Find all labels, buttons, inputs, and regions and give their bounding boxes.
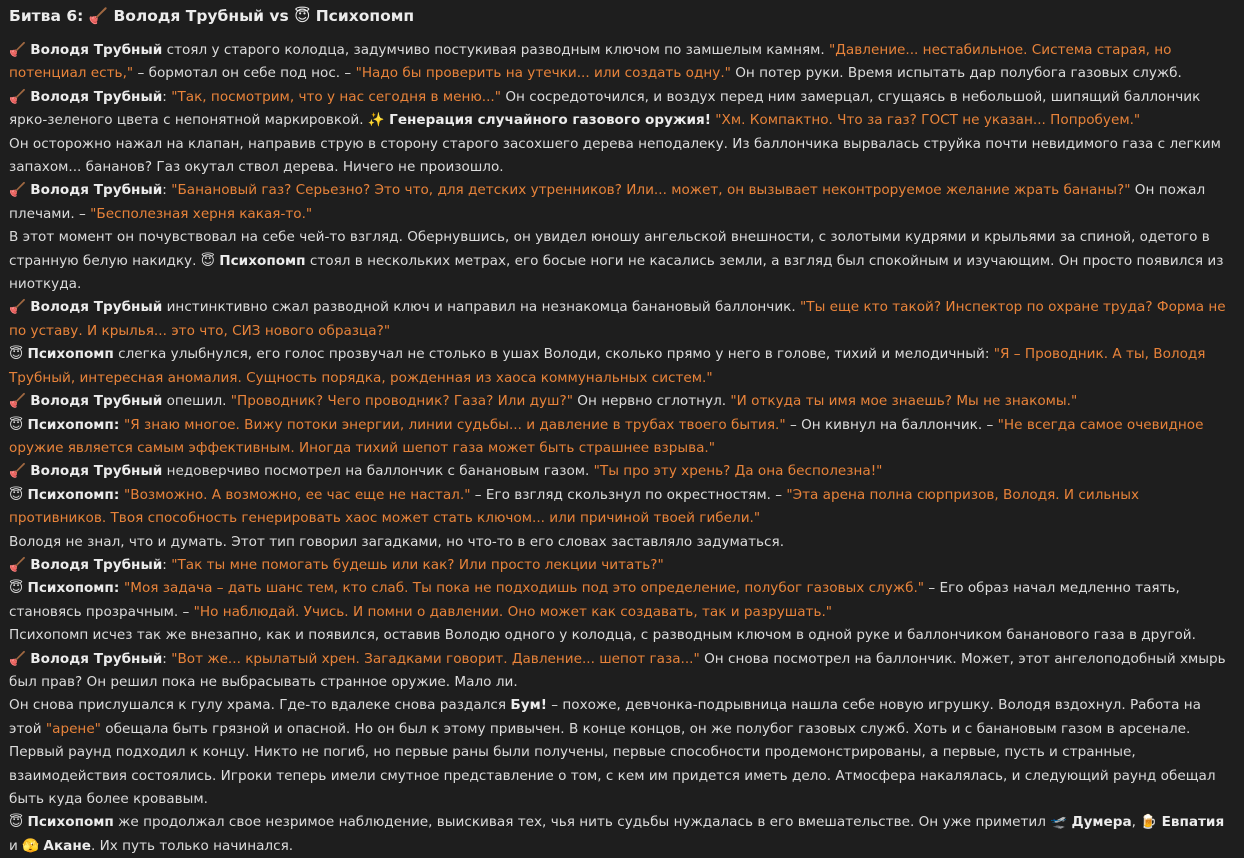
quote: "Ты еще кто такой? Инспектор по охране труда? Форма не по уставу. И крылья... это что, СИЗ нового образца?" <box>9 299 1226 339</box>
speaker-name: Володя Трубный <box>30 556 163 573</box>
wrench-icon: 🪠 <box>9 88 26 105</box>
quote: "Эта арена полна сюрпризов, Володя. И сильных противников. Твоя способность генерировать хаос может стать ключом... или причиной твоей гибели." <box>9 486 1140 527</box>
paragraph-13: 🪠 Володя Трубный: "Так ты мне помогать будешь или как? Или просто лекции читать?" <box>9 556 664 573</box>
halo-face-icon: 😇 <box>9 486 24 503</box>
speaker-name: Володя Трубный <box>30 42 163 58</box>
speaker-name: Психопомп <box>219 252 306 269</box>
quote: "Возможно. А возможно, ее час еще не настал." <box>123 486 471 503</box>
paragraph-3: Он осторожно нажал на клапан, направив струю в сторону старого засохшего дерева неподалеку. Из баллончика вырвалась струйка почти невидимого газа с легким запахом... бананов? Газ окутал ствол дерева. Ничего не произошло. <box>9 135 1221 176</box>
halo-face-icon: 😇 <box>9 814 24 831</box>
wrench-icon: 🪠 <box>88 7 109 25</box>
quote: "Я – Проводник. А ты, Володя Трубный, интересная аномалия. Сущность порядка, рожденная из хаоса коммунальных систем." <box>9 346 1206 386</box>
paragraph-4: 🪠 Володя Трубный: "Банановый газ? Серьезно? Это что, для детских утренников? Или... может, он вызывает неконтроруемое желание жрать бананы?" Он пожал плечами. – "Бесполезная херня какая-то." <box>9 182 1206 222</box>
character-name: Акане <box>43 837 91 854</box>
character-name: Евпатия <box>1161 814 1225 831</box>
quote: "И откуда ты имя мое знаешь? Мы не знакомы." <box>730 393 1078 410</box>
paragraph-1: 🪠 Володя Трубный стоял у старого колодца, задумчиво постукивая разводным ключом по замшелым камням. "Давление... нестабильное. Система старая, но потенциал есть," – бормотал он себе под нос. – "Надо бы проверить на утечки... или создать одну." Он потер руки. Время испытать дар полубога газовых служб. <box>9 42 1182 82</box>
quote: "Не всегда самое очевидное оружие является самым эффективным. Иногда тихий шепот газа может быть страшнее взрыва." <box>9 416 1204 456</box>
airplane-icon: 🛫 <box>1050 814 1068 831</box>
speaker-name: Володя Трубный <box>30 88 163 105</box>
wrench-icon: 🪠 <box>9 182 26 199</box>
quote: "Но наблюдай. Учись. И помни о давлении. Оно может как создавать, так и разрушать." <box>193 603 833 620</box>
wrench-icon: 🪠 <box>9 650 26 667</box>
quote: "Банановый газ? Серьезно? Это что, для детских утренников? Или... может, он вызывает неконтроруемое желание жрать бананы?" <box>171 182 1131 199</box>
character-name: Думера <box>1071 814 1132 831</box>
quote: "Вот же... крылатый хрен. Загадками говорит. Давление... шепот газа..." <box>171 650 700 667</box>
wrench-icon: 🪠 <box>9 299 26 316</box>
speaker-name: Володя Трубный <box>30 299 163 316</box>
speaker-name: Психопомп <box>27 580 114 597</box>
quote: "Давление... нестабильное. Система старая, но потенциал есть," <box>9 42 1172 82</box>
speaker-name: Психопомп <box>27 416 114 433</box>
peeking-face-icon: 🫣 <box>22 837 40 854</box>
speaker-name: Володя Трубный <box>30 463 163 480</box>
speaker-name: Володя Трубный <box>30 182 163 199</box>
speaker-name: Психопомп <box>27 346 114 363</box>
wrench-icon: 🪠 <box>9 556 26 573</box>
wrench-icon: 🪠 <box>9 42 26 58</box>
quote: "Ты про эту хрень? Да она бесполезна!" <box>593 463 883 480</box>
quote: "Так, посмотрим, что у нас сегодня в меню..." <box>171 88 502 105</box>
quote: "Бесполезная херня какая-то." <box>90 205 313 222</box>
quote: "Надо бы проверить на утечки... или создать одну." <box>355 65 731 82</box>
action-label: Генерация случайного газового оружия! <box>389 112 711 129</box>
paragraph-8: 🪠 Володя Трубный опешил. "Проводник? Чего проводник? Газа? Или душ?" Он нервно сглотнул. "И откуда ты имя мое знаешь? Мы не знакомы." <box>9 393 1078 410</box>
paragraph-6: 🪠 Володя Трубный инстинктивно сжал разводной ключ и направил на незнакомца банановый баллончик. "Ты еще кто такой? Инспектор по охране труда? Форма не по уставу. И крылья... это что, СИЗ нового образца?" <box>9 299 1226 339</box>
halo-face-icon: 😇 <box>294 7 311 25</box>
paragraph-17: Он снова прислушался к гулу храма. Где-то вдалеке снова раздался Бум! – похоже, девчонка-подрывница нашла себе новую игрушку. Володя вздохнул. Работа на этой "арене" обещала быть грязной и опасной. Но он был к этому привычен. В конце концов, он же полубог газовых служб. Хоть и с банановым газом в арсенале. <box>9 697 1201 737</box>
quote: "арене" <box>45 720 101 737</box>
halo-face-icon: 😇 <box>9 346 24 363</box>
vs-label: vs <box>269 7 289 25</box>
paragraph-11: 😇 Психопомп: "Возможно. А возможно, ее час еще не настал." – Его взгляд скользнул по окрестностям. – "Эта арена полна сюрпризов, Володя. И сильных противников. Твоя способность генерировать хаос может стать ключом... или причиной твоей гибели." <box>9 486 1140 527</box>
story-body <box>9 39 1236 858</box>
paragraph-5: В этот момент он почувствовал на себе чей-то взгляд. Обернувшись, он увидел юношу ангельской внешности, с золотыми кудрями и крыльями за спиной, одетого в странную белую накидку. 😇 Психопомп стоял в нескольких метрах, его босые ноги не касались земли, а взгляд был спокойным и изучающим. Он просто появился из ниоткуда. <box>9 229 1224 293</box>
boom-label: Бум! <box>510 697 547 714</box>
halo-face-icon: 😇 <box>9 580 24 597</box>
quote: "Так ты мне помогать будешь или как? Или просто лекции читать?" <box>171 556 664 573</box>
quote: "Хм. Компактно. Что за газ? ГОСТ не указан... Попробуем." <box>715 112 1141 129</box>
quote: "Проводник? Чего проводник? Газа? Или душ?" <box>230 393 573 410</box>
beer-icon: 🍺 <box>1140 814 1158 831</box>
halo-face-icon: 😇 <box>200 252 215 269</box>
paragraph-15: Психопомп исчез так же внезапно, как и появился, оставив Володю одного у колодца, с разводным ключом в одной руке и баллончиком бананового газа в другой. <box>9 627 1196 644</box>
quote: "Я знаю многое. Вижу потоки энергии, линии судьбы... и давление в трубах твоего бытия." <box>123 416 786 433</box>
sparkles-icon: ✨ <box>367 112 385 129</box>
speaker-name: Психопомп <box>27 486 114 503</box>
paragraph-19: 😇 Психопомп же продолжал свое незримое наблюдение, выискивая тех, чья нить судьбы нуждалась в его вмешательстве. Он уже приметил 🛫 Думера, 🍺 Евпатия и 🫣 Акане. Их путь только начинался. <box>9 814 1225 854</box>
speaker-name: Володя Трубный <box>30 393 163 410</box>
wrench-icon: 🪠 <box>9 463 26 480</box>
fighter2-name: Психопомп <box>315 7 415 25</box>
paragraph-2: 🪠 Володя Трубный: "Так, посмотрим, что у нас сегодня в меню..." Он сосредоточился, и воздух перед ним замерцал, сгущаясь в небольшой, шипящий баллончик ярко-зеленого цвета с непонятной маркировкой. ✨ Генерация случайного газового оружия! "Хм. Компактно. Что за газ? ГОСТ не указан... Попробуем." <box>9 88 1201 129</box>
halo-face-icon: 😇 <box>9 416 24 433</box>
paragraph-10: 🪠 Володя Трубный недоверчиво посмотрел на баллончик с банановым газом. "Ты про эту хрень? Да она бесполезна!" <box>9 463 883 480</box>
quote: "Моя задача – дать шанс тем, кто слаб. Ты пока не подходишь под это определение, полубог газовых служб." <box>123 580 925 597</box>
paragraph-9: 😇 Психопомп: "Я знаю многое. Вижу потоки энергии, линии судьбы... и давление в трубах твоего бытия." – Он кивнул на баллончик. – "Не всегда самое очевидное оружие является самым эффективным. Иногда тихий шепот газа может быть страшнее взрыва." <box>9 416 1204 456</box>
paragraph-18: Первый раунд подходил к концу. Никто не погиб, но первые раны были получены, первые способности продемонстрированы, а первые, пусть и странные, взаимодействия состоялись. Игроки теперь имели смутное представление о том, с кем им придется иметь дело. Атмосфера накалялась, и следующий раунд обещал быть куда более кровавым. <box>9 744 1216 807</box>
paragraph-7: 😇 Психопомп слегка улыбнулся, его голос прозвучал не столько в ушах Володи, сколько прямо у него в голове, тихий и мелодичный: "Я – Проводник. А ты, Володя Трубный, интересная аномалия. Сущность порядка, рожденная из хаоса коммунальных систем." <box>9 346 1206 386</box>
battle-title <box>9 4 1236 28</box>
battle-label: Битва 6: <box>9 7 84 25</box>
wrench-icon: 🪠 <box>9 393 26 410</box>
paragraph-16: 🪠 Володя Трубный: "Вот же... крылатый хрен. Загадками говорит. Давление... шепот газа..." Он снова посмотрел на баллончик. Может, этот ангелоподобный хмырь был прав? Он решил пока не выбрасывать странное оружие. Мало ли. <box>9 650 1226 690</box>
paragraph-12: Володя не знал, что и думать. Этот тип говорил загадками, но что-то в его словах заставляло задуматься. <box>9 533 785 550</box>
speaker-name: Психопомп <box>27 814 114 831</box>
speaker-name: Володя Трубный <box>30 650 163 667</box>
fighter1-name: Володя Трубный <box>113 7 264 25</box>
paragraph-14: 😇 Психопомп: "Моя задача – дать шанс тем, кто слаб. Ты пока не подходишь под это определение, полубог газовых служб." – Его образ начал медленно таять, становясь прозрачным. – "Но наблюдай. Учись. И помни о давлении. Оно может как создавать, так и разрушать." <box>9 580 1180 620</box>
